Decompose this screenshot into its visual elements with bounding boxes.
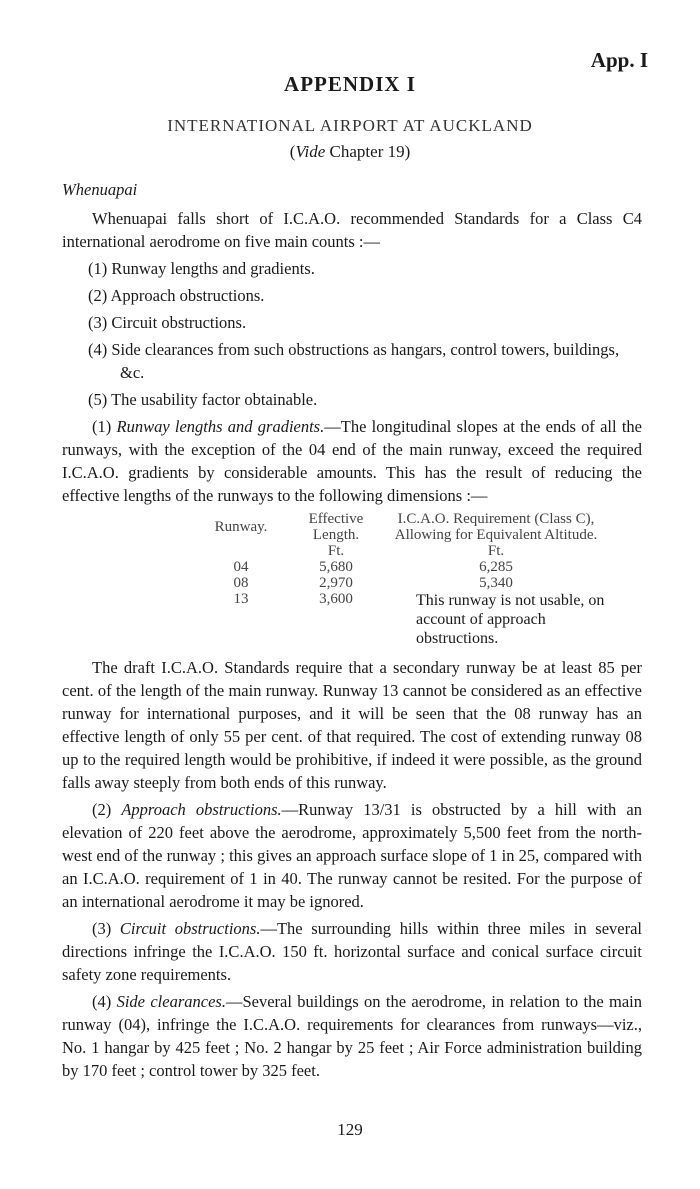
vide-word: Vide [295, 142, 326, 161]
document-body [62, 178, 642, 1086]
table-row [190, 559, 612, 575]
chapter-reference: (Vide Chapter 19) [289, 142, 411, 161]
intro-paragraph: Whenuapai falls short of I.C.A.O. recommended Standards for a Class C4 international aerodrome on five main counts :— [62, 209, 642, 251]
list-item: (5) The usability factor obtainable. [88, 390, 318, 409]
counts-list [62, 257, 642, 411]
table-row [190, 591, 612, 648]
appendix-label: App. I [590, 48, 648, 72]
paragraph-circuit-obstructions [62, 917, 642, 986]
paragraph-title: Side clearances. [116, 992, 226, 1011]
page-number: 129 [337, 1120, 363, 1139]
header-effective-length: Effective Length. [308, 511, 364, 543]
paragraph-text: —The longitudinal slopes at the ends of all the runways, with the exception of the 04 end of the main runway, exceed the required I.C.A.O. gradients by considerable amounts. This has the result of reducing the effective lengths of the runways to the following dimensions :— [62, 417, 642, 505]
paragraph-title: Approach obstructions. [121, 800, 282, 819]
cell-requirement: 6,285 [479, 559, 513, 575]
cell-requirement-note: This runway is not usable, on account of approach obstructions. [416, 592, 605, 647]
runway-table [190, 511, 612, 648]
cell-length: 5,680 [319, 559, 353, 575]
paragraph-approach-obstructions [62, 798, 642, 913]
paragraph-number: (2) [92, 800, 122, 819]
paragraph-draft-standards: The draft I.C.A.O. Standards require that a secondary runway be at least 85 per cent. of the length of the main runway. Runway 13 cannot be considered as an effective runway for international purposes, and it will be seen that the 08 runway has an effective length of only 55 per cent. of that required. The cost of extending runway 08 up to the required length would be prohibitive, if indeed it were possible, as the ground falls away steeply from both ends of this runway. [62, 658, 642, 792]
paragraph-number: (1) [92, 417, 117, 436]
table-row [190, 575, 612, 591]
paragraph-title: Circuit obstructions. [119, 919, 261, 938]
section-heading: Whenuapai [62, 180, 138, 199]
page-subtitle: INTERNATIONAL AIRPORT AT AUCKLAND [167, 116, 533, 135]
list-item: (2) Approach obstructions. [88, 286, 265, 305]
paragraph-text: —The surrounding hills within three miles in several directions infringe the I.C.A.O. 150 ft. horizontal surface and conical surface circuit safety zone requirements. [62, 919, 642, 984]
paragraph-text: —Runway 13/31 is obstructed by a hill with an elevation of 220 feet above the aerodrome, approximately 5,500 feet from the north-west end of the runway ; this gives an approach surface slope of 1 in 25, compared with an I.C.A.O. requirement of 1 in 40. The runway cannot be resited. For the purpose of an international aerodrome it may be ignored. [62, 800, 642, 911]
paragraph-title: Runway lengths and gradients. [116, 417, 325, 436]
chapter-reference-text: Chapter 19) [325, 142, 411, 161]
unit-requirement: Ft. [487, 543, 505, 559]
paragraph-text: —Several buildings on the aerodrome, in relation to the main runway (04), infringe the I.C.A.O. requirements for clearances from runways—viz., No. 1 hangar by 425 feet ; No. 2 hangar by 25 feet ; Air Force administration building by 170 feet ; control tower by 325 feet. [62, 992, 642, 1080]
list-item: (3) Circuit obstructions. [88, 313, 247, 332]
header-runway: Runway. [214, 519, 268, 535]
page-title: APPENDIX I [284, 72, 416, 96]
table-header-row [190, 511, 612, 543]
table-unit-row [190, 543, 612, 559]
cell-runway: 04 [233, 559, 249, 575]
cell-length: 2,970 [319, 575, 353, 591]
list-item: (4) Side clearances from such obstructions as hangars, control towers, buildings, &c. [88, 340, 620, 382]
paragraph-runway-lengths [62, 415, 642, 507]
unit-length: Ft. [327, 543, 345, 559]
paragraph-side-clearances [62, 990, 642, 1082]
cell-runway: 08 [233, 575, 249, 591]
cell-runway: 13 [233, 591, 249, 607]
header-icao-requirement: I.C.A.O. Requirement (Class C), Allowing for Equivalent Altitude. [394, 511, 598, 543]
cell-requirement: 5,340 [479, 575, 513, 591]
paragraph-number: (4) [92, 992, 117, 1011]
list-item: (1) Runway lengths and gradients. [88, 259, 315, 278]
paragraph-number: (3) [92, 919, 120, 938]
cell-length: 3,600 [319, 591, 353, 607]
